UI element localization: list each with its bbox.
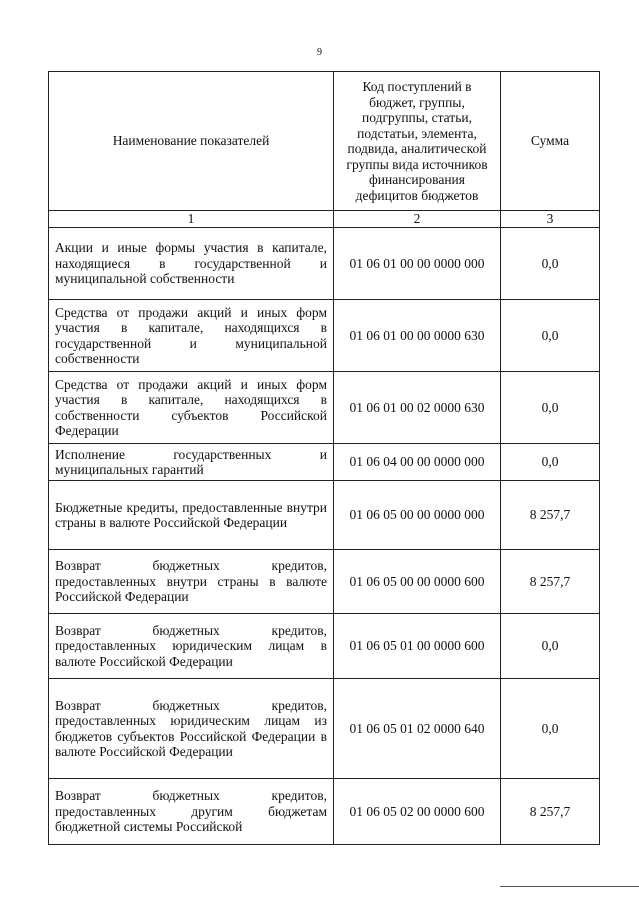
- header-name: Наименование показателей: [49, 72, 334, 211]
- column-numbers-row: [49, 211, 600, 228]
- column-number-3: 3: [501, 211, 600, 228]
- column-number-1: 1: [49, 211, 334, 228]
- row-sum: 0,0: [501, 372, 600, 444]
- table-row: [49, 614, 600, 679]
- table-row: [49, 779, 600, 845]
- row-code: 01 06 04 00 00 0000 000: [334, 444, 501, 481]
- row-sum: 0,0: [501, 228, 600, 300]
- column-number-2: 2: [334, 211, 501, 228]
- row-name: Бюджетные кредиты, предоставленные внутри страны в валюте Российской Федерации: [49, 481, 334, 550]
- row-code: 01 06 05 01 00 0000 600: [334, 614, 501, 679]
- row-name: Средства от продажи акций и иных форм участия в капитале, находящихся в собственности субъектов Российской Федерации: [49, 372, 334, 444]
- row-sum: 0,0: [501, 614, 600, 679]
- budget-sources-table: [48, 71, 600, 845]
- table-row: [49, 300, 600, 372]
- header-sum: Сумма: [501, 72, 600, 211]
- row-sum: 8 257,7: [501, 779, 600, 845]
- row-code: 01 06 01 00 02 0000 630: [334, 372, 501, 444]
- table-row: [49, 679, 600, 779]
- row-sum: 8 257,7: [501, 550, 600, 614]
- row-sum: 0,0: [501, 300, 600, 372]
- table-row: [49, 228, 600, 300]
- table-row: [49, 372, 600, 444]
- table-row: [49, 444, 600, 481]
- row-sum: 0,0: [501, 679, 600, 779]
- table-row: [49, 550, 600, 614]
- row-code: 01 06 05 00 00 0000 600: [334, 550, 501, 614]
- row-name: Возврат бюджетных кредитов, предоставленных юридическим лицам в валюте Российской Федерации: [49, 614, 334, 679]
- row-code: 01 06 01 00 00 0000 630: [334, 300, 501, 372]
- row-name: Акции и иные формы участия в капитале, находящиеся в государственной и муниципальной собственности: [49, 228, 334, 300]
- page-number: 9: [317, 47, 322, 58]
- row-code: 01 06 05 02 00 0000 600: [334, 779, 501, 845]
- row-name: Исполнение государственных и муниципальных гарантий: [49, 444, 334, 481]
- table-row: [49, 481, 600, 550]
- scan-artifact-line: [500, 886, 639, 887]
- row-code: 01 06 01 00 00 0000 000: [334, 228, 501, 300]
- row-name: Возврат бюджетных кредитов, предоставленных внутри страны в валюте Российской Федерации: [49, 550, 334, 614]
- row-name: Возврат бюджетных кредитов, предоставленных юридическим лицам из бюджетов субъектов Российской Федерации в валюте Российской Федерации: [49, 679, 334, 779]
- row-code: 01 06 05 00 00 0000 000: [334, 481, 501, 550]
- header-code: Код поступлений в бюджет, группы, подгруппы, статьи, подстатьи, элемента, подвида, аналитической группы вида источников финансирования дефицитов бюджетов: [334, 72, 501, 211]
- row-name: Средства от продажи акций и иных форм участия в капитале, находящихся в государственной и муниципальной собственности: [49, 300, 334, 372]
- row-name: Возврат бюджетных кредитов, предоставленных другим бюджетам бюджетной системы Российской: [49, 779, 334, 845]
- row-sum: 0,0: [501, 444, 600, 481]
- row-sum: 8 257,7: [501, 481, 600, 550]
- row-code: 01 06 05 01 02 0000 640: [334, 679, 501, 779]
- table-header-row: [49, 72, 600, 211]
